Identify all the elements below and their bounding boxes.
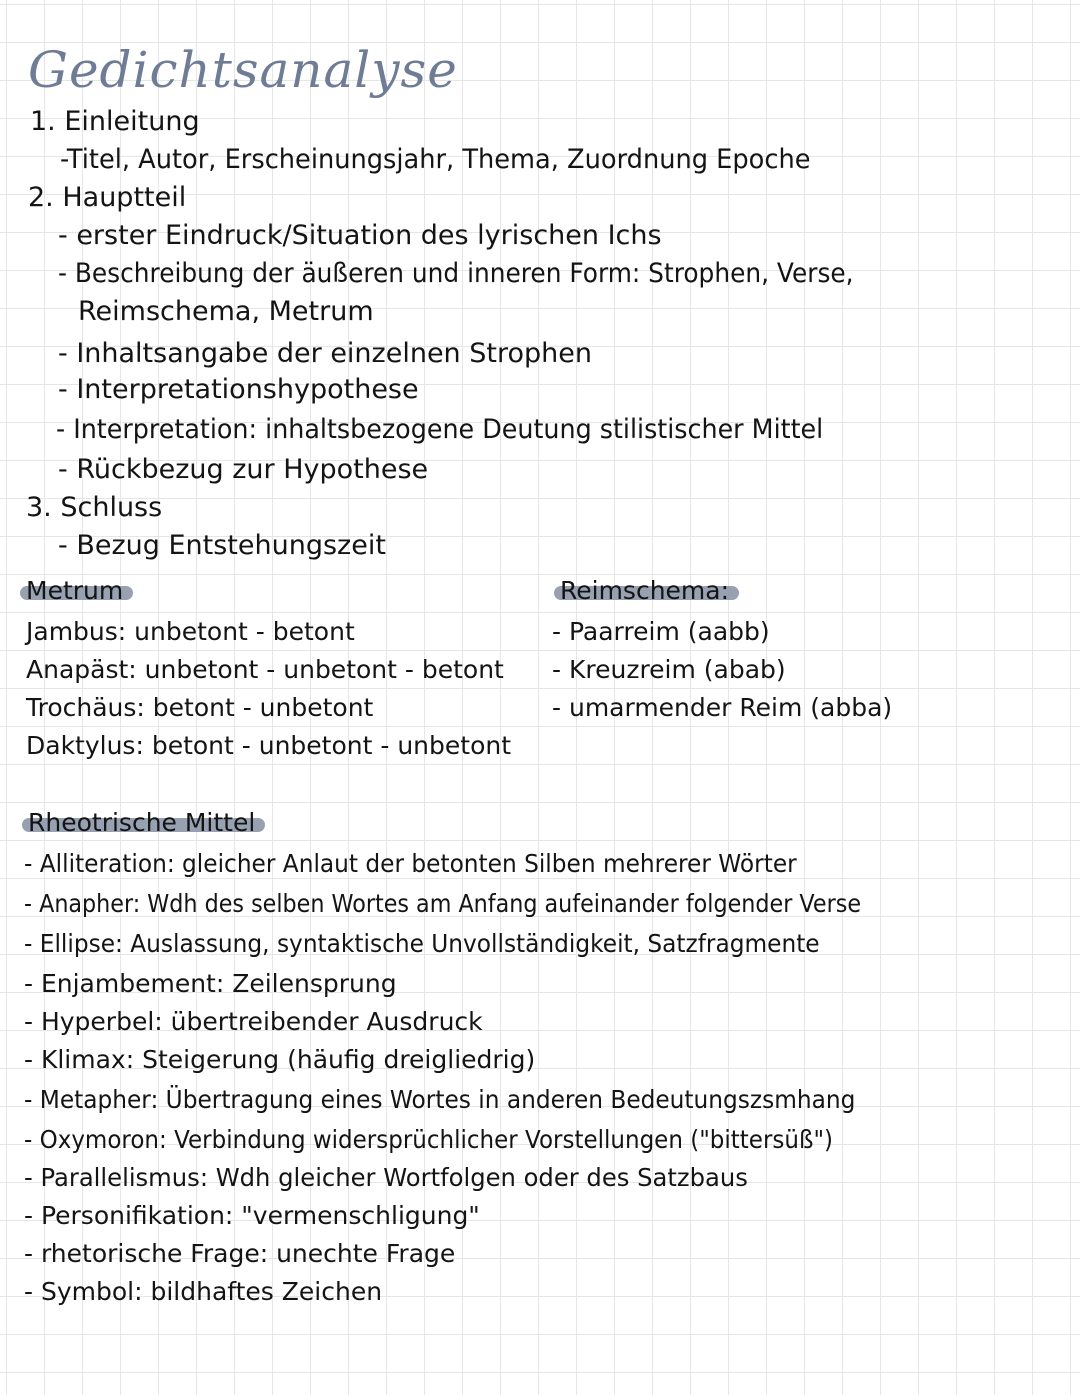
rhetorik-item: - Hyperbel: übertreibender Ausdruck — [24, 1007, 483, 1036]
rhetorik-heading — [28, 806, 255, 840]
reimschema-heading — [560, 574, 729, 608]
metrum-heading — [26, 574, 123, 608]
reimschema-item: - Paarreim (aabb) — [552, 617, 770, 646]
hauptteil-item: - Interpretationshypothese — [58, 374, 419, 405]
section-heading-schluss: 3. Schluss — [26, 492, 163, 523]
metrum-item: Anapäst: unbetont - unbetont - betont — [26, 655, 504, 684]
rhetorik-item: - Oxymoron: Verbindung widersprüchlicher Vorstellungen ("bittersüß") — [24, 1125, 834, 1154]
reimschema-heading-text: Reimschema: — [560, 576, 730, 605]
rhetorik-heading-text: Rheotrische Mittel — [28, 808, 256, 837]
reimschema-item: - umarmender Reim (abba) — [552, 693, 893, 722]
metrum-item: Daktylus: betont - unbetont - unbetont — [26, 731, 512, 760]
section-heading-hauptteil: 2. Hauptteil — [28, 182, 187, 213]
rhetorik-item: - Ellipse: Auslassung, syntaktische Unvollständigkeit, Satzfragmente — [24, 929, 820, 958]
metrum-item: Jambus: unbetont - betont — [26, 617, 355, 646]
metrum-heading-text: Metrum — [26, 576, 124, 605]
hauptteil-item: - erster Eindruck/Situation des lyrischen Ichs — [58, 220, 662, 251]
metrum-item: Trochäus: betont - unbetont — [26, 693, 374, 722]
hauptteil-item: - Rückbezug zur Hypothese — [58, 454, 429, 485]
section-heading-einleitung: 1. Einleitung — [30, 106, 200, 137]
rhetorik-item: - Personifikation: "vermenschligung" — [24, 1201, 480, 1230]
rhetorik-item: - Enjambement: Zeilensprung — [24, 969, 397, 998]
rhetorik-item: - rhetorische Frage: unechte Frage — [24, 1239, 456, 1268]
einleitung-item: -Titel, Autor, Erscheinungsjahr, Thema, Zuordnung Epoche — [60, 144, 811, 175]
rhetorik-item: - Parallelismus: Wdh gleicher Wortfolgen oder des Satzbaus — [24, 1163, 748, 1192]
hauptteil-item: Reimschema, Metrum — [78, 296, 374, 327]
rhetorik-item: - Metapher: Übertragung eines Wortes in anderen Bedeutungszsmhang — [24, 1085, 856, 1114]
rhetorik-item: - Symbol: bildhaftes Zeichen — [24, 1277, 383, 1306]
rhetorik-item: - Alliteration: gleicher Anlaut der betonten Silben mehrerer Wörter — [24, 849, 797, 878]
hauptteil-item: - Interpretation: inhaltsbezogene Deutung stilistischer Mittel — [56, 414, 824, 445]
page-title: Gedichtsanalyse — [28, 41, 458, 99]
hauptteil-item: - Beschreibung der äußeren und inneren Form: Strophen, Verse, — [58, 258, 854, 289]
reimschema-item: - Kreuzreim (abab) — [552, 655, 786, 684]
rhetorik-item: - Anapher: Wdh des selben Wortes am Anfang aufeinander folgender Verse — [24, 889, 862, 918]
rhetorik-item: - Klimax: Steigerung (häufig dreigliedrig) — [24, 1045, 536, 1074]
schluss-item: - Bezug Entstehungszeit — [58, 530, 386, 561]
hauptteil-item: - Inhaltsangabe der einzelnen Strophen — [58, 338, 592, 369]
